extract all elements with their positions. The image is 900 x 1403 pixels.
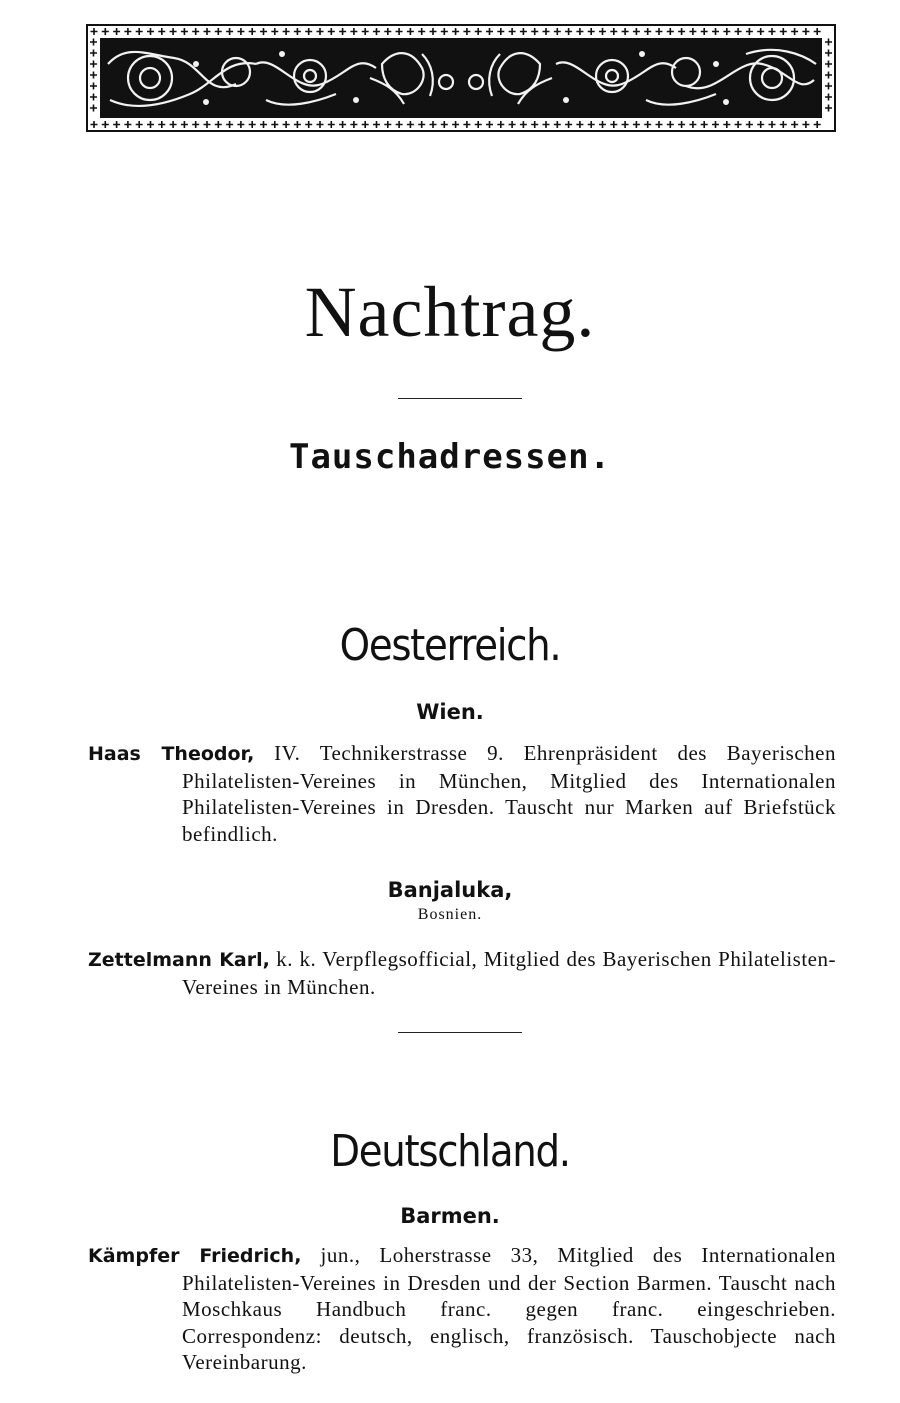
address-entry	[88, 1242, 836, 1376]
section-heading-oesterreich: Oesterreich.	[339, 620, 561, 671]
entry-text: jun., Loherstrasse 33, Mitglied des Internationalen Philatelisten-Vereines in Dresden und der Section Barmen. Tauscht nach Moschkaus Handbuch franc. gegen franc. eingeschrieben. Correspondenz: deutsch, englisch, französisch. Tauschobjecte nach Vereinbarung.	[182, 1243, 836, 1374]
page-subtitle: Tauschadressen.	[288, 437, 612, 477]
city-region: Bosnien.	[417, 906, 483, 923]
address-entry	[88, 740, 836, 847]
entry-name: Kämpfer Friedrich,	[88, 1245, 302, 1267]
entry-name: Zettelmann Karl,	[88, 949, 270, 971]
section-heading-deutschland: Deutschland.	[330, 1126, 570, 1177]
city-heading-wien: Wien.	[416, 700, 484, 724]
divider-rule	[398, 398, 522, 399]
entry-text: IV. Technikerstrasse 9. Ehrenpräsident des Bayerischen Philatelisten-Vereines in München, Mitglied des Internationalen Philatelisten-Vereines in Dresden. Tauscht nur Marken auf Briefstück befindlich.	[182, 741, 836, 846]
city-heading-banjaluka: Banjaluka,	[387, 878, 513, 902]
divider-rule	[398, 1032, 522, 1033]
page-title: Nachtrag.	[304, 272, 596, 352]
entry-name: Haas Theodor,	[88, 743, 255, 765]
address-entry	[88, 946, 836, 1000]
decorative-header-ornament	[86, 24, 836, 132]
city-heading-barmen: Barmen.	[400, 1204, 500, 1228]
entry-text: k. k. Verpflegsofficial, Mitglied des Bayerischen Philatelisten-Vereines in München.	[182, 947, 836, 999]
